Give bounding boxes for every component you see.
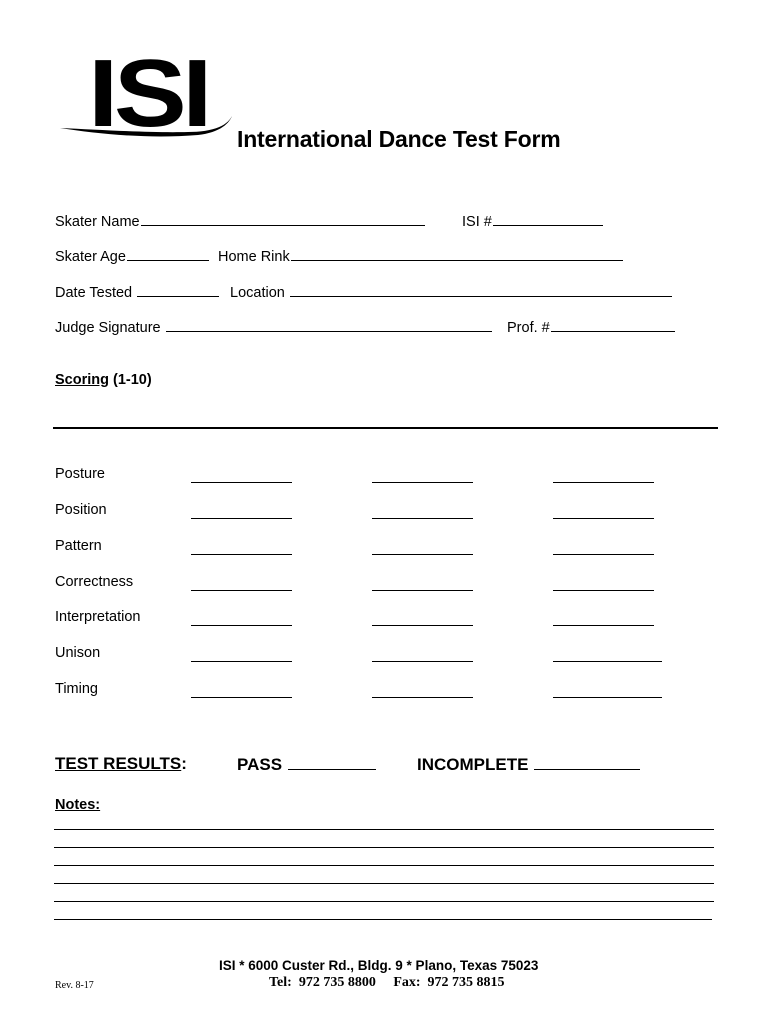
section-divider [53, 427, 718, 429]
criterion-label: Posture [55, 466, 105, 482]
score-blank[interactable] [191, 697, 292, 698]
form-title: International Dance Test Form [237, 126, 561, 152]
score-blank[interactable] [553, 518, 654, 519]
score-blank[interactable] [191, 590, 292, 591]
score-blank[interactable] [553, 661, 662, 662]
isi-number-field[interactable] [462, 212, 603, 230]
skater-name-field[interactable] [55, 212, 425, 230]
score-blank[interactable] [553, 554, 654, 555]
test-results-colon: : [181, 754, 187, 773]
score-blank[interactable] [553, 625, 654, 626]
score-blank[interactable] [553, 590, 654, 591]
score-blank[interactable] [372, 590, 473, 591]
pass-field[interactable] [237, 754, 376, 775]
prof-number-field[interactable] [507, 318, 675, 336]
score-blank[interactable] [372, 554, 473, 555]
criterion-label: Position [55, 502, 107, 518]
score-blank[interactable] [553, 697, 662, 698]
isi-number-blank[interactable] [493, 212, 603, 226]
footer-address: ISI * 6000 Custer Rd., Bldg. 9 * Plano, Texas 75023 [219, 958, 539, 973]
isi-number-label: ISI # [462, 214, 492, 230]
score-blank[interactable] [191, 554, 292, 555]
notes-label: Notes: [55, 797, 101, 813]
criterion-label: Unison [55, 645, 101, 661]
score-blank[interactable] [191, 661, 292, 662]
score-blank[interactable] [553, 482, 654, 483]
notes-line[interactable] [54, 883, 714, 884]
scoring-label: Scoring [55, 372, 109, 388]
date-tested-label: Date Tested [55, 285, 133, 301]
location-blank[interactable] [290, 283, 672, 297]
skater-age-label: Skater Age [55, 249, 126, 265]
notes-line[interactable] [54, 901, 714, 902]
test-results-heading [55, 754, 187, 774]
date-tested-field[interactable] [55, 283, 219, 301]
skater-age-blank[interactable] [127, 247, 209, 261]
score-blank[interactable] [372, 661, 473, 662]
revision-label: Rev. 8-17 [55, 980, 94, 991]
isi-logo [58, 40, 233, 140]
skater-name-label: Skater Name [55, 214, 140, 230]
incomplete-field[interactable] [417, 754, 640, 775]
scoring-heading [55, 372, 152, 388]
score-blank[interactable] [372, 697, 473, 698]
judge-signature-field[interactable] [55, 318, 492, 336]
footer-contact: Tel: 972 735 8800 Fax: 972 735 8815 [269, 975, 505, 990]
skater-name-blank[interactable] [141, 212, 425, 226]
notes-line[interactable] [54, 847, 714, 848]
notes-line[interactable] [54, 865, 714, 866]
judge-signature-blank[interactable] [166, 318, 492, 332]
incomplete-blank[interactable] [534, 754, 640, 770]
svg-text:ISI: ISI [88, 40, 208, 140]
score-blank[interactable] [372, 482, 473, 483]
home-rink-label: Home Rink [218, 249, 290, 265]
score-blank[interactable] [372, 625, 473, 626]
notes-line[interactable] [54, 919, 712, 920]
test-results-label: TEST RESULTS [55, 754, 182, 773]
date-tested-blank[interactable] [137, 283, 219, 297]
score-blank[interactable] [191, 518, 292, 519]
criterion-label: Pattern [55, 538, 102, 554]
scoring-range: (1-10) [113, 372, 152, 388]
location-label: Location [230, 285, 285, 301]
skater-age-field[interactable] [55, 247, 209, 265]
location-field[interactable] [230, 283, 672, 301]
home-rink-field[interactable] [218, 247, 623, 265]
incomplete-label: INCOMPLETE [417, 755, 529, 774]
pass-label: PASS [237, 755, 283, 774]
notes-line[interactable] [54, 829, 714, 830]
criterion-label: Interpretation [55, 609, 141, 625]
score-blank[interactable] [191, 625, 292, 626]
judge-signature-label: Judge Signature [55, 320, 161, 336]
pass-blank[interactable] [288, 754, 376, 770]
criterion-label: Correctness [55, 574, 134, 590]
score-blank[interactable] [191, 482, 292, 483]
criterion-label: Timing [55, 681, 98, 697]
prof-number-blank[interactable] [551, 318, 675, 332]
home-rink-blank[interactable] [291, 247, 623, 261]
score-blank[interactable] [372, 518, 473, 519]
prof-number-label: Prof. # [507, 320, 550, 336]
